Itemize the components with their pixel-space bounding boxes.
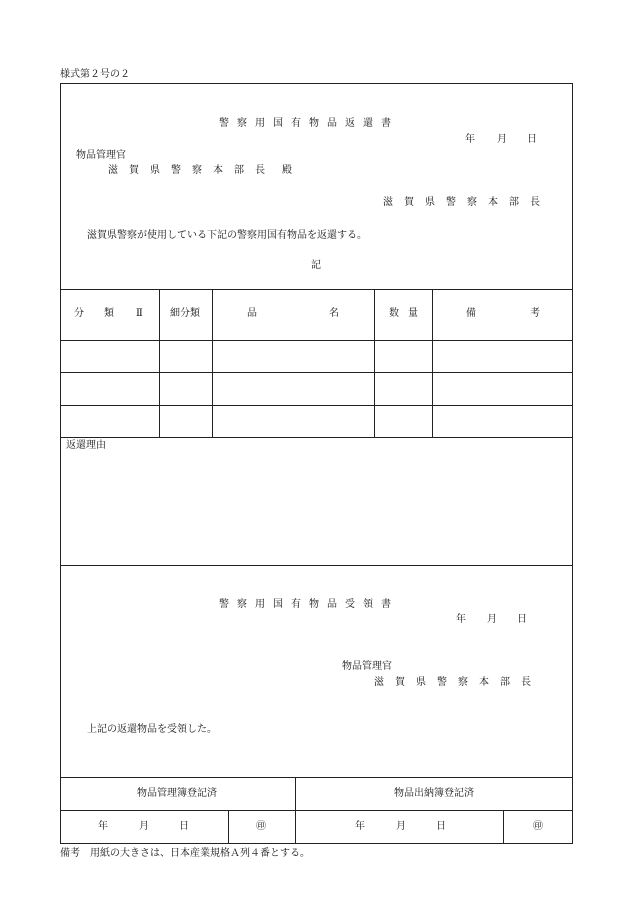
footer-left-seal: ㊞ (256, 821, 266, 832)
disbursement-register-label: 物品出納簿登記済 (394, 788, 474, 799)
footer-right-day: 日 (436, 821, 446, 832)
receiver-title: 物品管理官 (342, 661, 392, 672)
header-category-2: 類 (104, 308, 114, 319)
header-remarks-1: 備 (466, 308, 476, 319)
reason-bottom-border (60, 565, 573, 566)
receipt-doc-title: 警察用国有物品受領書 (219, 599, 399, 610)
table-row (60, 372, 573, 405)
footer-left-seal-divider (228, 810, 229, 844)
return-date-year: 年 (465, 134, 475, 145)
footer-left-month: 月 (139, 821, 149, 832)
table-row (60, 340, 573, 372)
header-item-name-1: 品 (247, 308, 257, 319)
header-remarks-2: 考 (530, 308, 540, 319)
footer-mid-border (60, 810, 573, 811)
addressee-title: 物品管理官 (76, 150, 126, 161)
receipt-date-year: 年 (456, 614, 466, 625)
footer-left-day: 日 (179, 821, 189, 832)
table-bottom-border (60, 437, 573, 438)
footer-right-seal-divider (503, 810, 504, 844)
footer-top-border (60, 777, 573, 778)
receipt-body-text: 上記の返還物品を受領した。 (87, 724, 217, 735)
footer-right-month: 月 (396, 821, 406, 832)
receipt-date-month: 月 (487, 614, 497, 625)
management-register-label: 物品管理簿登記済 (137, 788, 217, 799)
header-category-3: Ⅱ (136, 308, 143, 319)
return-date-month: 月 (497, 134, 507, 145)
footer-left-year: 年 (98, 821, 108, 832)
receipt-date-day: 日 (517, 614, 527, 625)
receiver-name: 滋賀県警察本部長 (374, 677, 542, 688)
footer-right-seal: ㊞ (533, 821, 543, 832)
return-body-text: 滋賀県警察が使用している下記の警察用国有物品を返還する。 (87, 230, 367, 241)
header-quantity-1: 数 (389, 308, 399, 319)
footer-center-divider (295, 777, 296, 844)
addressee-name: 滋賀県警察本部長 (108, 165, 276, 176)
note-text: 備考 用紙の大きさは、日本産業規格Ａ列４番とする。 (60, 848, 310, 859)
header-category-1: 分 (74, 308, 84, 319)
header-quantity-2: 量 (408, 308, 418, 319)
honorific: 殿 (282, 165, 292, 176)
return-doc-title: 警察用国有物品返還書 (219, 118, 399, 129)
header-subcategory: 細分類 (170, 308, 200, 319)
footer-right-year: 年 (355, 821, 365, 832)
reason-label: 返還理由 (66, 440, 106, 451)
ki-label: 記 (311, 260, 321, 271)
header-item-name-2: 名 (329, 308, 339, 319)
table-top-border (60, 289, 573, 290)
table-row (60, 405, 573, 437)
return-date-day: 日 (527, 134, 537, 145)
form-number: 様式第２号の２ (60, 69, 130, 80)
sender-name: 滋賀県警察本部長 (383, 197, 551, 208)
